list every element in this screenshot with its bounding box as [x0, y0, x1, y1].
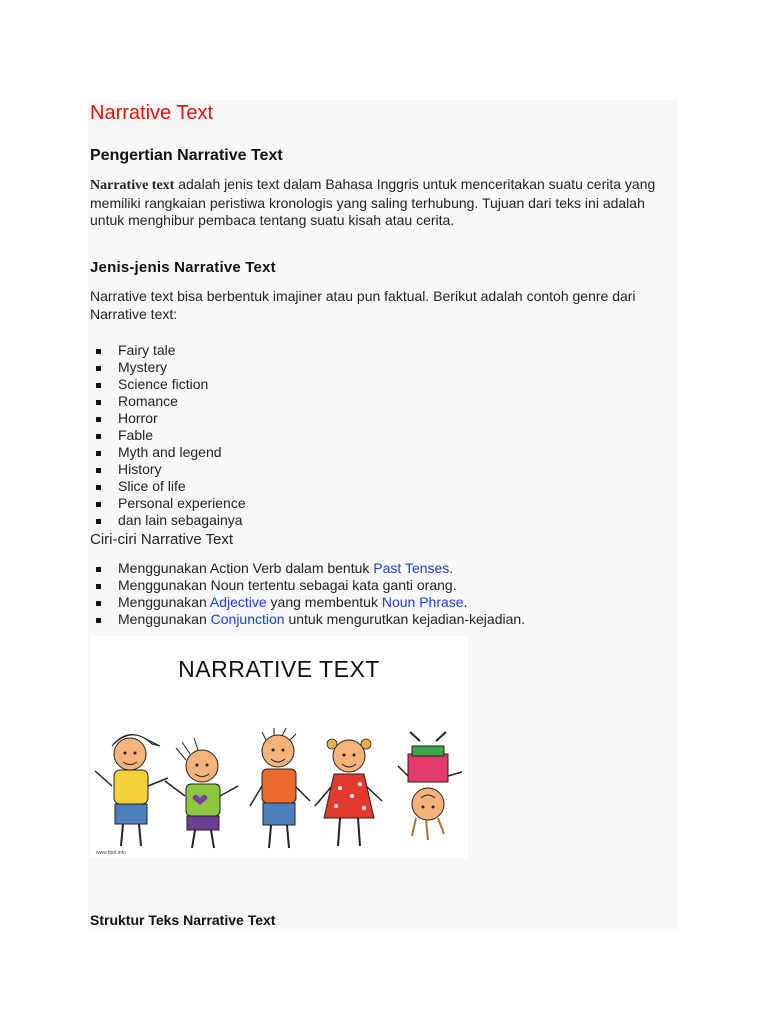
bullet-icon [96, 618, 101, 623]
child-figure-1 [95, 734, 168, 846]
list-item: Myth and legend [90, 444, 246, 461]
list-item: History [90, 461, 246, 478]
list-item: dan lain sebagainya [90, 512, 246, 529]
section-heading-ciri: Ciri-ciri Narrative Text [90, 531, 234, 548]
definition-line-1: adalah jenis text dalam Bahasa Inggris untuk menceritakan suatu cerita yang [174, 176, 656, 192]
bullet-icon [96, 584, 101, 589]
bullet-icon [96, 349, 101, 354]
list-item: Romance [90, 393, 246, 410]
definition-line-3: untuk menghibur pembaca tentang suatu kisah atau cerita. [90, 212, 455, 228]
list-item: Fable [90, 427, 246, 444]
list-item: Fairy tale [90, 342, 246, 359]
child-figure-2 [165, 738, 238, 848]
section-heading-struktur: Struktur Teks Narrative Text [90, 912, 276, 928]
list-item: Personal experience [90, 495, 246, 512]
genre-intro-line-2: Narrative text: [90, 305, 178, 322]
child-figure-3 [250, 728, 310, 848]
bullet-icon [96, 519, 101, 524]
genre-intro-line-1: Narrative text bisa berbentuk imajiner atau pun faktual. Berikut adalah contoh genre dari [90, 288, 636, 304]
link-noun-phrase[interactable]: Noun Phrase [381, 594, 464, 610]
characteristics-list [90, 560, 525, 628]
illustration-title: NARRATIVE TEXT [178, 656, 380, 682]
child-figure-5 [398, 732, 462, 840]
illustration-credit: www.fpot.info [96, 850, 126, 856]
bullet-icon [96, 400, 101, 405]
link-past-tenses[interactable]: Past Tenses [373, 560, 450, 576]
genre-list [90, 342, 246, 529]
genre-intro-paragraph [90, 288, 680, 323]
list-item: Horror [90, 410, 246, 427]
bullet-icon [96, 451, 101, 456]
bullet-icon [96, 468, 101, 473]
bullet-icon [96, 417, 101, 422]
bullet-icon [96, 485, 101, 490]
children-drawing [90, 636, 468, 858]
link-adjective[interactable]: Adjective [209, 594, 267, 610]
child-figure-4 [315, 739, 382, 846]
list-item: Slice of life [90, 478, 246, 495]
narrative-text-illustration [90, 636, 468, 858]
list-item: Menggunakan Noun tertentu sebagai kata ganti orang. [90, 577, 525, 594]
bullet-icon [96, 502, 101, 507]
section-heading-jenis: Jenis-jenis Narrative Text [90, 259, 276, 276]
bullet-icon [96, 567, 101, 572]
list-item: Menggunakan Action Verb dalam bentuk Past Tenses. [90, 560, 525, 577]
section-heading-pengertian: Pengertian Narrative Text [90, 147, 283, 164]
bullet-icon [96, 366, 101, 371]
bullet-icon [96, 383, 101, 388]
bullet-icon [96, 434, 101, 439]
definition-paragraph [90, 176, 680, 230]
definition-line-2: memiliki rangkaian peristiwa kronologis yang saling terhubung. Tujuan dari teks ini adalah [90, 194, 645, 211]
list-item: Menggunakan Adjective yang membentuk Noun Phrase. [90, 594, 525, 611]
list-item: Science fiction [90, 376, 246, 393]
link-conjunction[interactable]: Conjunction [210, 611, 285, 627]
bullet-icon [96, 601, 101, 606]
list-item: Menggunakan Conjunction untuk mengurutkan kejadian-kejadian. [90, 611, 525, 628]
list-item: Mystery [90, 359, 246, 376]
bold-term: Narrative text [90, 178, 175, 193]
page-title: Narrative Text [90, 102, 214, 124]
